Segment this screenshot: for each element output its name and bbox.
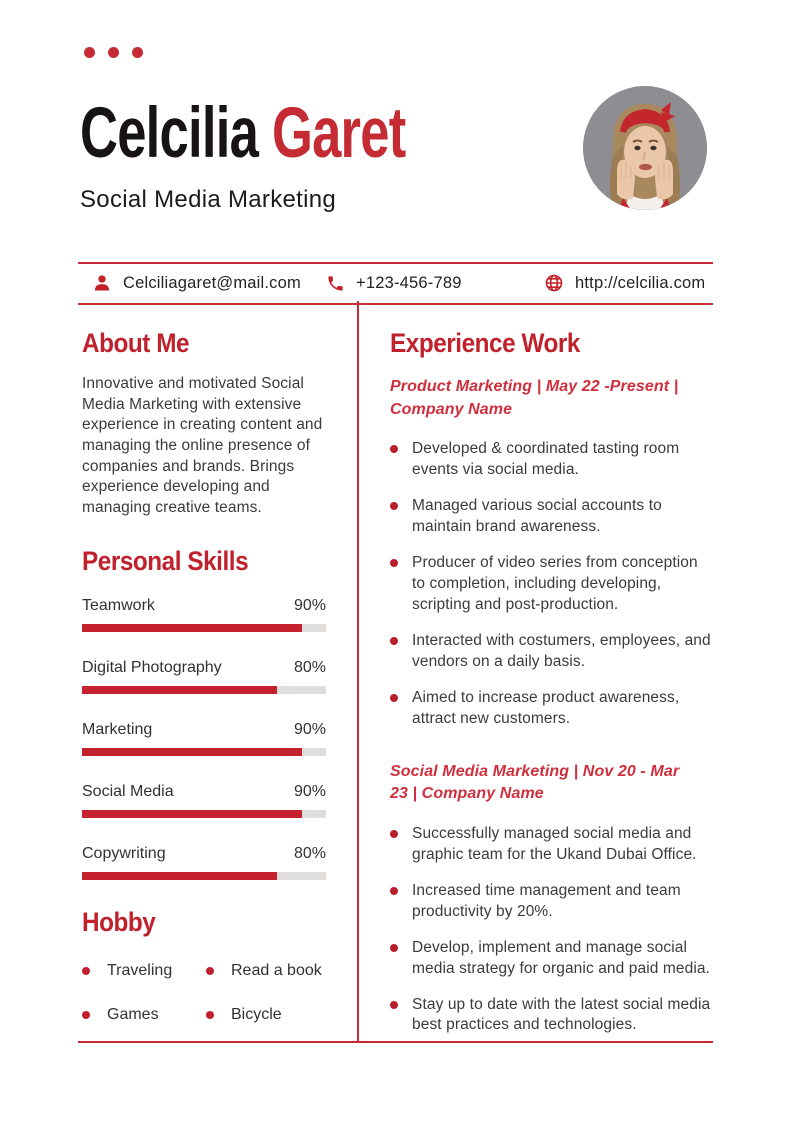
skill-label: Social Media [82,782,174,800]
about-me-text: Innovative and motivated Social Media Marketing with extensive experience in creating content and managing the online presence of companies and brands. Brings experience developing and managing creative teams. [82,375,323,517]
skill-label: Copywriting [82,844,166,862]
bullet-dot-icon [206,967,214,975]
contact-email [92,273,318,293]
last-name: Garet [271,94,406,173]
bullet-text: Develop, implement and manage social media strategy for organic and paid media. [412,938,711,977]
skill-bar-fill [82,686,277,694]
bullet-dot-icon [390,830,398,838]
bullet-text: Increased time management and team productivity by 20%. [412,881,681,920]
person-icon [92,273,112,293]
globe-icon [544,273,564,293]
hobby-item [82,962,206,980]
job-bullet [390,553,713,616]
red-dot [108,47,119,58]
left-column [78,301,357,1041]
skill-bar-fill [82,810,302,818]
skill-label: Marketing [82,720,153,738]
red-dot [84,47,95,58]
experience-work-title: Experience Work [390,328,580,358]
skill-head [82,783,326,801]
job-bullet [390,881,713,923]
job-entry [390,761,713,1037]
job-bullet [390,688,713,730]
bullet-dot-icon [390,944,398,952]
bullet-dot-icon [390,887,398,895]
contact-phone [326,274,536,293]
job-bullets [390,824,713,1036]
skill-row [82,721,326,756]
skill-bar-track [82,686,326,694]
bullet-text: Interacted with costumers, employees, and vendors on a daily basis. [412,631,711,670]
bullet-text: Successfully managed social media and graphic team for the Ukand Dubai Office. [412,825,697,863]
personal-skills-title: Personal Skills [82,545,249,576]
email-text[interactable]: Celciliagaret@mail.com [123,273,301,292]
skill-percent: 90% [293,596,326,614]
skill-head [82,659,326,677]
bullet-text: Stay up to date with the latest social media best practices and technologies. [412,995,711,1034]
skill-label: Digital Photography [82,658,222,676]
bullet-dot-icon [82,1011,90,1019]
hobby-label: Traveling [107,961,173,979]
skill-row [82,845,326,880]
bullet-dot-icon [390,559,398,567]
hobby-item [82,1006,206,1024]
bullet-text: Managed various social accounts to maintain brand awareness. [412,497,662,536]
skill-bar-fill [82,624,302,632]
bullet-dot-icon [390,694,398,702]
decorative-dots [84,47,143,58]
skill-row [82,783,326,818]
contact-bar [78,262,713,305]
bullet-dot-icon [390,1001,398,1009]
bullet-text: Aimed to increase product awareness, attract new customers. [412,688,680,727]
skill-label: Teamwork [82,596,155,614]
website-text[interactable]: http://celcilia.com [575,273,706,292]
bullet-dot-icon [390,502,398,510]
job-heading: Product Marketing | May 22 -Present | Company Name [390,378,679,418]
skills-list [82,597,326,880]
job-bullet [390,439,713,481]
job-bullet [390,824,713,866]
job-bullet [390,938,713,980]
skill-percent: 90% [293,720,326,738]
skill-bar-track [82,810,326,818]
contact-website [544,273,705,293]
header [80,84,713,214]
bullet-dot-icon [82,967,90,975]
bullet-dot-icon [206,1011,214,1019]
first-name: Celcilia [80,94,259,173]
hobby-item [206,1006,326,1024]
job-title-subtitle: Social Media Marketing [80,186,337,213]
main-content [78,301,713,1043]
hobby-label: Bicycle [231,1005,282,1023]
bullet-text: Developed & coordinated tasting room events via social media. [412,440,680,479]
hobby-list [82,962,326,1024]
skill-head [82,845,326,863]
job-heading: Social Media Marketing | Nov 20 - Mar 23 | Company Name [390,762,680,803]
skill-head [82,597,326,615]
skill-percent: 80% [293,658,326,676]
profile-photo-illustration [583,86,707,210]
skill-head [82,721,326,739]
profile-photo [583,86,707,210]
skill-bar-track [82,624,326,632]
jobs-container [390,376,713,1036]
bullet-text: Producer of video series from conception to completion, including developing, scripting and post-production. [412,554,698,613]
job-entry [390,376,713,730]
skill-percent: 80% [293,844,326,862]
skill-bar-fill [82,748,302,756]
hobby-title: Hobby [82,906,156,937]
about-me-title: About Me [82,328,190,358]
job-bullets [390,439,713,729]
hobby-item [206,962,326,980]
bullet-dot-icon [390,637,398,645]
skill-bar-track [82,872,326,880]
skill-bar-track [82,748,326,756]
hobby-label: Read a book [231,961,322,979]
skill-row [82,597,326,632]
job-bullet [390,995,713,1037]
job-bullet [390,631,713,673]
phone-icon [326,274,345,293]
job-bullet [390,496,713,538]
skill-bar-fill [82,872,277,880]
phone-text[interactable]: +123-456-789 [356,273,462,292]
hobby-label: Games [107,1005,159,1023]
skill-row [82,659,326,694]
skill-percent: 90% [293,782,326,800]
bullet-dot-icon [390,445,398,453]
person-name [80,94,548,173]
red-dot [132,47,143,58]
right-column [357,301,713,1041]
